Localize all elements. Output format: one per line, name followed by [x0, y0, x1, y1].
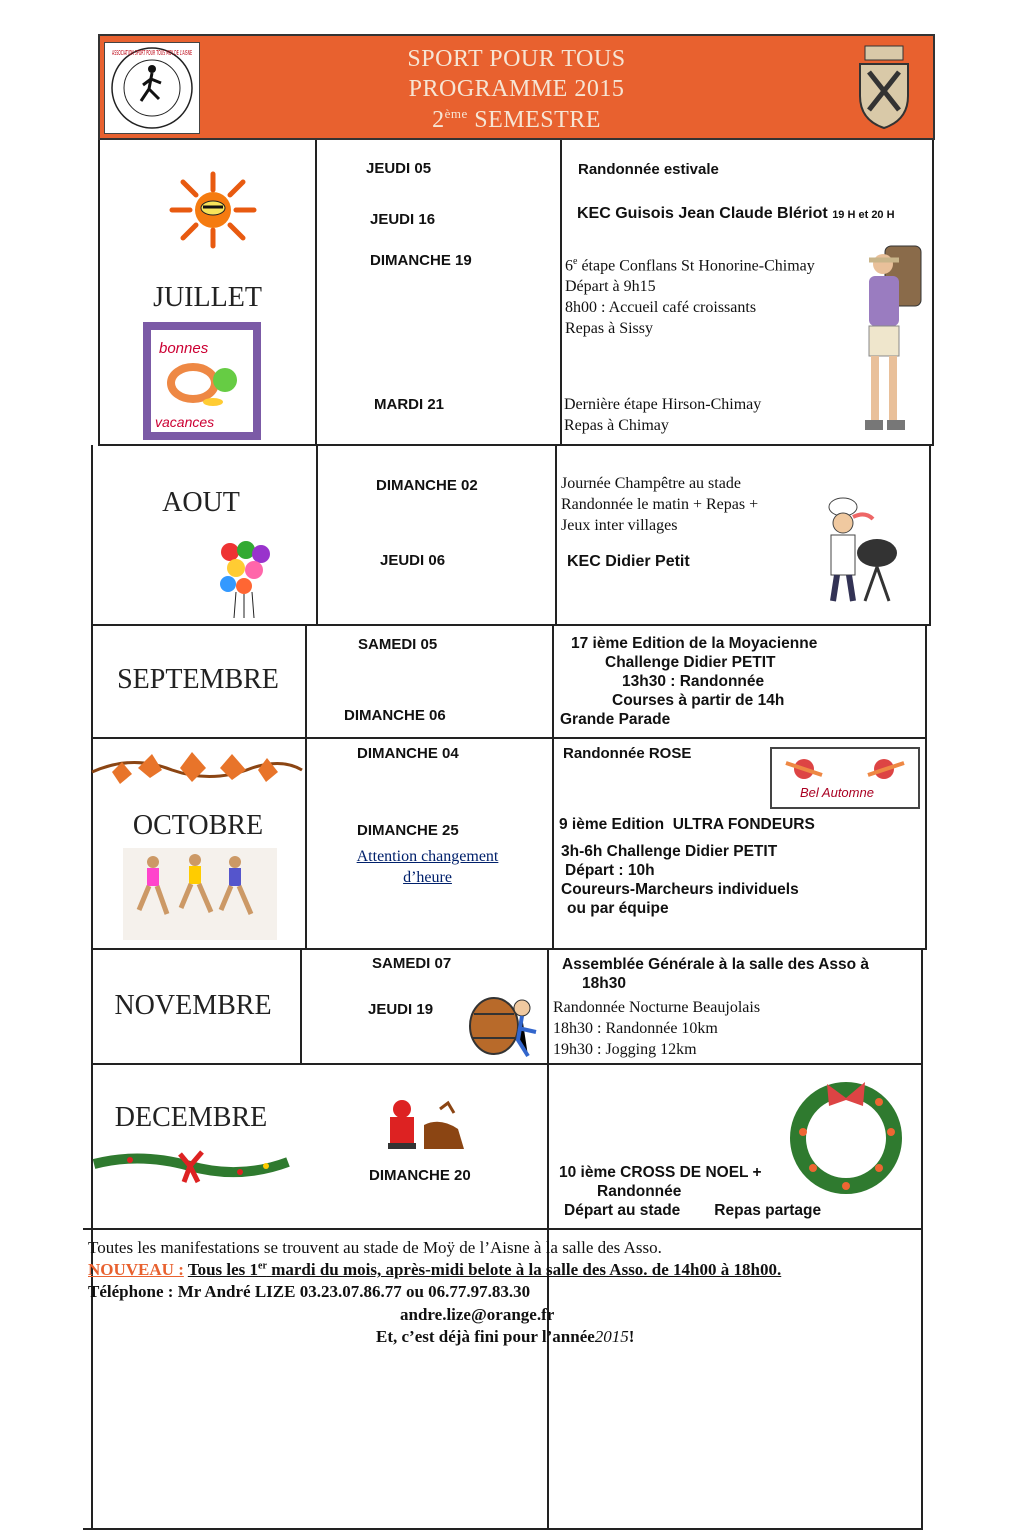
- month-octobre: OCTOBRE: [132, 810, 264, 841]
- header-banner: [98, 34, 935, 140]
- date-octobre-1: DIMANCHE 04: [357, 745, 459, 762]
- event-derniere-etape: Dernière étape Hirson-Chimay Repas à Chimay: [564, 396, 762, 434]
- nouveau-label: NOUVEAU :: [88, 1260, 184, 1279]
- date-octobre-2: DIMANCHE 25: [357, 822, 459, 839]
- santa-sleigh-icon: [380, 1095, 472, 1157]
- date-juillet-1: JEUDI 05: [366, 160, 432, 177]
- hiker-icon: [855, 240, 927, 438]
- month-juillet: JUILLET: [153, 282, 262, 313]
- date-novembre-1: SAMEDI 07: [372, 955, 452, 972]
- title-line-2: PROGRAMME 2015: [408, 76, 625, 102]
- footer-email: andre.lize@orange.fr: [400, 1305, 555, 1324]
- event-kec-bleriot-label: KEC Guisois Jean Claude Blériot: [577, 205, 828, 222]
- event-kec-bleriot-time: 19 H et 20 H: [832, 209, 895, 221]
- christmas-garland-icon: [90, 1140, 292, 1184]
- date-septembre-2: DIMANCHE 06: [344, 707, 446, 724]
- event-kec-didier-petit: KEC Didier Petit: [567, 553, 690, 570]
- beaujolais-barrel-icon: [466, 988, 542, 1060]
- event-randonnee-nocturne: Randonnée Nocturne Beaujolais 18h30 : Randonnée 10km 19h30 : Jogging 12km: [553, 999, 761, 1058]
- event-cross-de-noel: 10 ième CROSS DE NOEL + Randonnée Départ au stade Repas partage: [559, 1164, 822, 1219]
- date-decembre-1: DIMANCHE 20: [369, 1167, 471, 1184]
- event-ultra-fondeurs: 9 ième Edition ULTRA FONDEURS 3h-6h Challenge Didier PETIT Départ : 10h Coureurs-Marcheurs individuels ou par équipe: [559, 816, 815, 917]
- date-aout-2: JEUDI 06: [380, 552, 446, 569]
- time-change-note: Attention changement d’heure: [356, 848, 499, 886]
- date-juillet-2: JEUDI 16: [370, 211, 436, 228]
- month-novembre: NOVEMBRE: [114, 990, 272, 1021]
- beach-float-icon: [163, 358, 243, 408]
- barbecue-chef-icon: [815, 497, 901, 609]
- event-assemblee-generale: Assemblée Générale à la salle des Asso à 18h30: [562, 956, 870, 992]
- event-moyacienne: 17 ième Edition de la Moyacienne Challenge Didier PETIT 13h30 : Randonnée Courses à partir de 14h Grande Parade: [560, 635, 818, 728]
- title-line-3: [100, 106, 933, 134]
- balloons-icon: [216, 540, 272, 620]
- event-kec-bleriot: [577, 205, 895, 223]
- footer-telephone: Téléphone : Mr André LIZE 03.23.07.86.77 ou 06.77.97.83.30: [88, 1282, 531, 1301]
- month-aout: AOUT: [162, 487, 240, 518]
- semester-number: 2: [432, 107, 445, 133]
- logo-text: ASSOCIATION SPORT POUR TOUS MOY DE L'AISNE: [112, 49, 192, 57]
- date-juillet-3: DIMANCHE 19: [370, 252, 472, 269]
- autumn-leaves-icon: [92, 744, 302, 794]
- event-randonnee-estivale: Randonnée estivale: [578, 161, 719, 178]
- date-novembre-2: JEUDI 19: [368, 1001, 434, 1018]
- event-randonnee-rose: Randonnée ROSE: [563, 745, 692, 762]
- vacances-bottom-text: vacances: [155, 414, 215, 430]
- sun-icon: [168, 170, 258, 250]
- date-aout-1: DIMANCHE 02: [376, 477, 478, 494]
- semester-sup: ème: [444, 106, 468, 121]
- bel-automne-text: Bel Automne: [800, 785, 874, 800]
- date-septembre-1: SAMEDI 05: [358, 636, 438, 653]
- footer-nouveau: NOUVEAU : Tous les 1er mardi du mois, après-midi belote à la salle des Asso. de 14h00 à 18h00.: [88, 1260, 782, 1279]
- semester-label: SEMESTRE: [474, 107, 601, 133]
- vacances-top-text: bonnes: [159, 340, 209, 357]
- event-6e-etape: 6e étape Conflans St Honorine-Chimay Départ à 9h15 8h00 : Accueil café croissants Repas à Sissy: [565, 256, 815, 338]
- event-journee-champetre: Journée Champêtre au stade Randonnée le matin + Repas + Jeux inter villages: [561, 475, 759, 534]
- month-septembre: SEPTEMBRE: [117, 664, 279, 695]
- footer-closing: Et, c’est déjà fini pour l’année2015!: [376, 1327, 635, 1346]
- date-juillet-4: MARDI 21: [374, 396, 445, 413]
- title-line-1: SPORT POUR TOUS: [407, 46, 626, 72]
- footer-location: Toutes les manifestations se trouvent au stade de Moÿ de l’Aisne à la salle des Asso.: [88, 1238, 662, 1257]
- month-decembre: DECEMBRE: [114, 1102, 268, 1133]
- vacances-image: [143, 322, 261, 440]
- christmas-wreath-icon: [783, 1072, 909, 1198]
- bel-automne-badge: [770, 747, 920, 809]
- town-crest-icon: [855, 44, 913, 130]
- runners-image: [123, 848, 277, 940]
